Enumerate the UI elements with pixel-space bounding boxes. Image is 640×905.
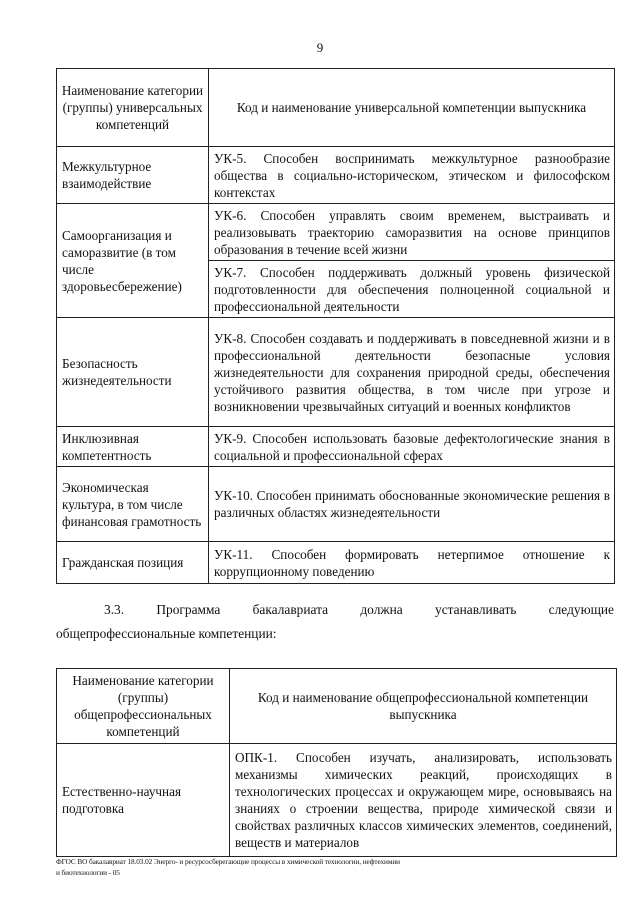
category-cell: Самоорганизация и саморазвитие (в том числе здоровьесбережение) <box>57 204 209 318</box>
competence-cell: УК-9. Способен использовать базовые дефектологические знания в социальной и профессиональной сферах <box>209 427 615 467</box>
section-3-3-line2: общепрофессиональные компетенции: <box>56 626 277 641</box>
table-row <box>57 744 617 857</box>
table-header-row <box>57 669 617 744</box>
category-cell: Экономическая культура, в том числе финансовая грамотность <box>57 467 209 542</box>
table-header-row <box>57 69 615 147</box>
competence-cell: УК-5. Способен воспринимать межкультурное разнообразие общества в социально-историческом, этическом и философском контекстах <box>209 147 615 204</box>
footer-line2: и биотехнологии - 05 <box>56 868 120 877</box>
category-cell: Гражданская позиция <box>57 542 209 584</box>
table-row <box>57 542 615 584</box>
competence-cell: УК-10. Способен принимать обоснованные экономические решения в различных областях жизнедеятельности <box>209 467 615 542</box>
universal-competencies-table <box>56 68 615 584</box>
category-cell: Естественно-научная подготовка <box>57 744 230 857</box>
competence-cell: УК-7. Способен поддерживать должный уровень физической подготовленности для обеспечения полноценной социальной и профессиональной деятельности <box>209 261 615 318</box>
competence-cell: ОПК-1. Способен изучать, анализировать, использовать механизмы химических реакций, происходящих в технологических процессах и окружающем мире, основываясь на знаниях о строении вещества, природе химической связи и свойствах различных классов химических элементов, соединений, веществ и материалов <box>230 744 617 857</box>
header-category: Наименование категории (группы) общепрофессиональных компетенций <box>57 669 230 744</box>
page-number: 9 <box>316 40 324 55</box>
footer-line1: ФГОС ВО бакалавриат 18.03.02 Энерго- и ресурсосберегающие процессы в химической технологии, нефтехимии <box>56 857 400 866</box>
table-row <box>57 427 615 467</box>
table-row <box>57 318 615 427</box>
document-footer <box>56 856 616 878</box>
competence-cell: УК-6. Способен управлять своим временем, выстраивать и реализовывать траекторию саморазвития на основе принципов образования в течение всей жизни <box>209 204 615 261</box>
competence-cell: УК-8. Способен создавать и поддерживать в повседневной жизни и в профессиональной деятельности безопасные условия жизнедеятельности для сохранения природной среды, обеспечения устойчивого развития общества, в том числе при угрозе и возникновении чрезвычайных ситуаций и военных конфликтов <box>209 318 615 427</box>
header-competence: Код и наименование общепрофессиональной компетенции выпускника <box>230 669 617 744</box>
table-row <box>57 147 615 204</box>
general-professional-competencies-table <box>56 668 617 857</box>
table-row <box>57 467 615 542</box>
category-cell: Инклюзивная компетентность <box>57 427 209 467</box>
header-category: Наименование категории (группы) универсальных компетенций <box>57 69 209 147</box>
section-3-3-line1: 3.3. Программа бакалавриата должна устанавливать следующие <box>104 602 614 617</box>
competence-cell: УК-11. Способен формировать нетерпимое отношение к коррупционному поведению <box>209 542 615 584</box>
table-row <box>57 204 615 261</box>
header-competence: Код и наименование универсальной компетенции выпускника <box>209 69 615 147</box>
category-cell: Безопасность жизнедеятельности <box>57 318 209 427</box>
category-cell: Межкультурное взаимодействие <box>57 147 209 204</box>
